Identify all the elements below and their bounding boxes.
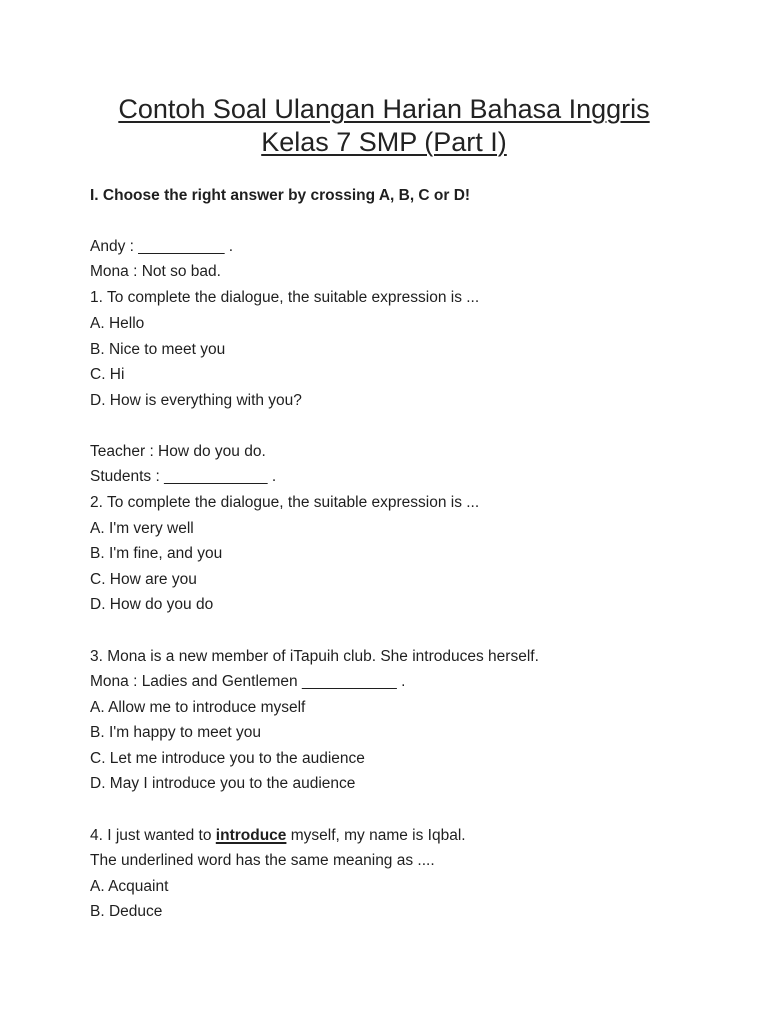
q4-option-b: B. Deduce xyxy=(90,903,163,920)
q4-question-suffix: myself, my name is Iqbal. xyxy=(286,827,466,844)
section-instruction: I. Choose the right answer by crossing A, B, C or D! xyxy=(90,187,471,204)
q1-option-c: C. Hi xyxy=(90,366,125,383)
q2-option-b: B. I'm fine, and you xyxy=(90,545,223,562)
q2-option-a: A. I'm very well xyxy=(90,520,194,537)
q4-option-a: A. Acquaint xyxy=(90,878,169,895)
q1-option-a: A. Hello xyxy=(90,315,145,332)
q3-dialogue: Mona : Ladies and Gentlemen ___________ . xyxy=(90,673,406,690)
q3-option-c: C. Let me introduce you to the audience xyxy=(90,750,365,767)
q3-option-b: B. I'm happy to meet you xyxy=(90,724,261,741)
document-title-line-2: Kelas 7 SMP (Part I) xyxy=(261,127,507,157)
q4-question xyxy=(90,826,466,846)
q4-underlined-keyword: introduce xyxy=(215,827,287,844)
q3-option-d: D. May I introduce you to the audience xyxy=(90,775,356,792)
q1-dialogue-line-2: Mona : Not so bad. xyxy=(90,263,221,280)
q1-question: 1. To complete the dialogue, the suitable expression is ... xyxy=(90,289,480,306)
q2-option-d: D. How do you do xyxy=(90,596,214,613)
q3-option-a: A. Allow me to introduce myself xyxy=(90,699,306,716)
q1-option-d: D. How is everything with you? xyxy=(90,392,302,409)
q1-option-b: B. Nice to meet you xyxy=(90,341,226,358)
q3-question: 3. Mona is a new member of iTapuih club. She introduces herself. xyxy=(90,648,539,665)
q1-dialogue-line-1: Andy : __________ . xyxy=(90,238,234,255)
q4-prompt: The underlined word has the same meaning as .... xyxy=(90,852,435,869)
document-title-line-1: Contoh Soal Ulangan Harian Bahasa Inggris xyxy=(118,94,650,124)
q4-question-prefix: 4. I just wanted to xyxy=(90,827,216,844)
q2-option-c: C. How are you xyxy=(90,571,197,588)
q2-dialogue-line-2: Students : ____________ . xyxy=(90,468,277,485)
q2-question: 2. To complete the dialogue, the suitable expression is ... xyxy=(90,494,480,511)
q2-dialogue-line-1: Teacher : How do you do. xyxy=(90,443,266,460)
